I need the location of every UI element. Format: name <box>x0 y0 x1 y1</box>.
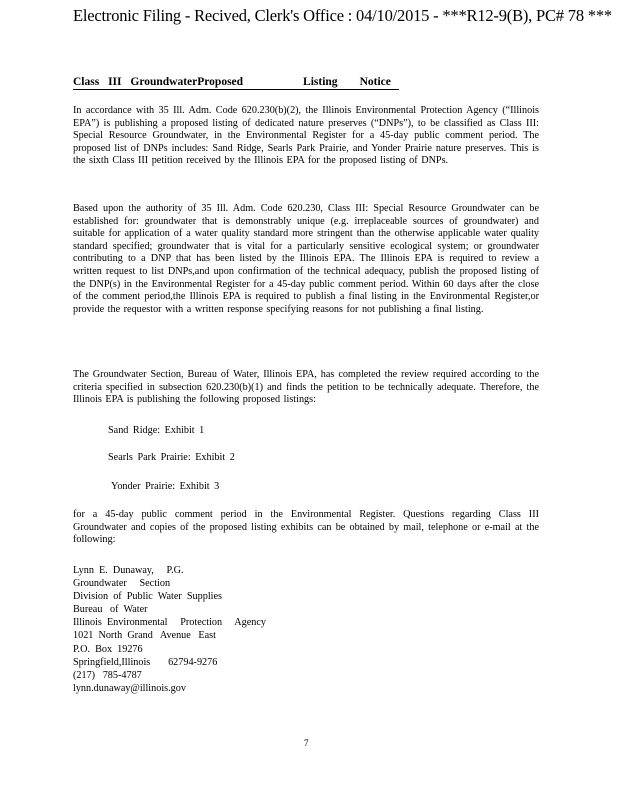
authority-paragraph: Based upon the authority of 35 Ill. Adm. Code 620.230, Class III: Special Resource Groundwater can be established for: groundwater that is demonstrably unique (e.g. irreplaceable sources of groundwater) and suitable for application of a water quality standard more stringent than the otherwise applicable water quality standard specified; groundwater that is vital for a particularly sensitive ecological system; or groundwater contributing to a DNP that has been listed by the Illinois EPA. The Illinois EPA is required to review a written request to list DNPs,and upon confirmation of the technical adequacy, publish the proposed listing of the DNP(s) in the Environmental Register for a 45-day public comment period. Within 60 days after the close of the comment period,the Illinois EPA is required to publish a final listing in the Environmental Register,or provide the requestor with a written response specifying reasons for not publishing a final listing. <box>73 203 539 315</box>
exhibit-item: Yonder Prairie: Exhibit 3 <box>111 481 220 492</box>
contact-email: lynn.dunaway@illinois.gov <box>73 682 186 694</box>
contact-block <box>73 564 266 695</box>
page-number: 7 <box>304 738 309 748</box>
contact-section: Groundwater Section <box>73 578 171 590</box>
title-part-class: Class III Groundwater <box>73 76 198 88</box>
contact-po-box: P.O. Box 19276 <box>73 643 143 655</box>
exhibit-item: Searls Park Prairie: Exhibit 2 <box>108 452 235 463</box>
contact-name: Lynn E. Dunaway, P.G. <box>73 565 184 576</box>
contact-city: Springfield,Illinois 62794-9276 <box>73 656 218 668</box>
title-part-listing: Listing <box>303 76 338 88</box>
electronic-filing-header: Electronic Filing - Recived, Clerk's Office : 04/10/2015 - ***R12-9(B), PC# 78 *** <box>73 6 612 25</box>
title-part-proposed: Proposed <box>197 76 244 88</box>
notice-title <box>73 75 399 90</box>
contact-street: 1021 North Grand Avenue East <box>73 630 216 642</box>
contact-phone: (217) 785-4787 <box>73 669 142 681</box>
closing-paragraph: for a 45-day public comment period in the Environmental Register. Questions regarding Class III Groundwater and copies of the proposed listing exhibits can be obtained by mail, telephone or e-mail at the following: <box>73 509 539 546</box>
review-paragraph: The Groundwater Section, Bureau of Water, Illinois EPA, has completed the review required according to the criteria specified in subsection 620.230(b)(1) and finds the petition to be technically adequate. Therefore, the Illinois EPA is publishing the following proposed listings: <box>73 369 539 406</box>
contact-agency: Illinois Environmental Protection Agency <box>73 617 266 629</box>
title-part-notice: Notice <box>359 76 391 88</box>
intro-paragraph: In accordance with 35 Ill. Adm. Code 620.230(b)(2), the Illinois Environmental Protection Agency (“Illinois EPA”) is publishing a proposed listing of dedicated nature preserves (“DNPs”), to be classified as Class III: Special Resource Groundwater, in the Environmental Register for a 45-day public comment period. The proposed list of DNPs includes: Sand Ridge, Searls Park Prairie, and Yonder Prairie nature preserves. This is the sixth Class III petition received by the Illinois EPA for the proposed listing of DNPs. <box>73 105 539 167</box>
exhibit-item: Sand Ridge: Exhibit 1 <box>108 425 205 436</box>
contact-division: Division of Public Water Supplies <box>73 591 222 603</box>
contact-bureau: Bureau of Water <box>73 604 148 616</box>
